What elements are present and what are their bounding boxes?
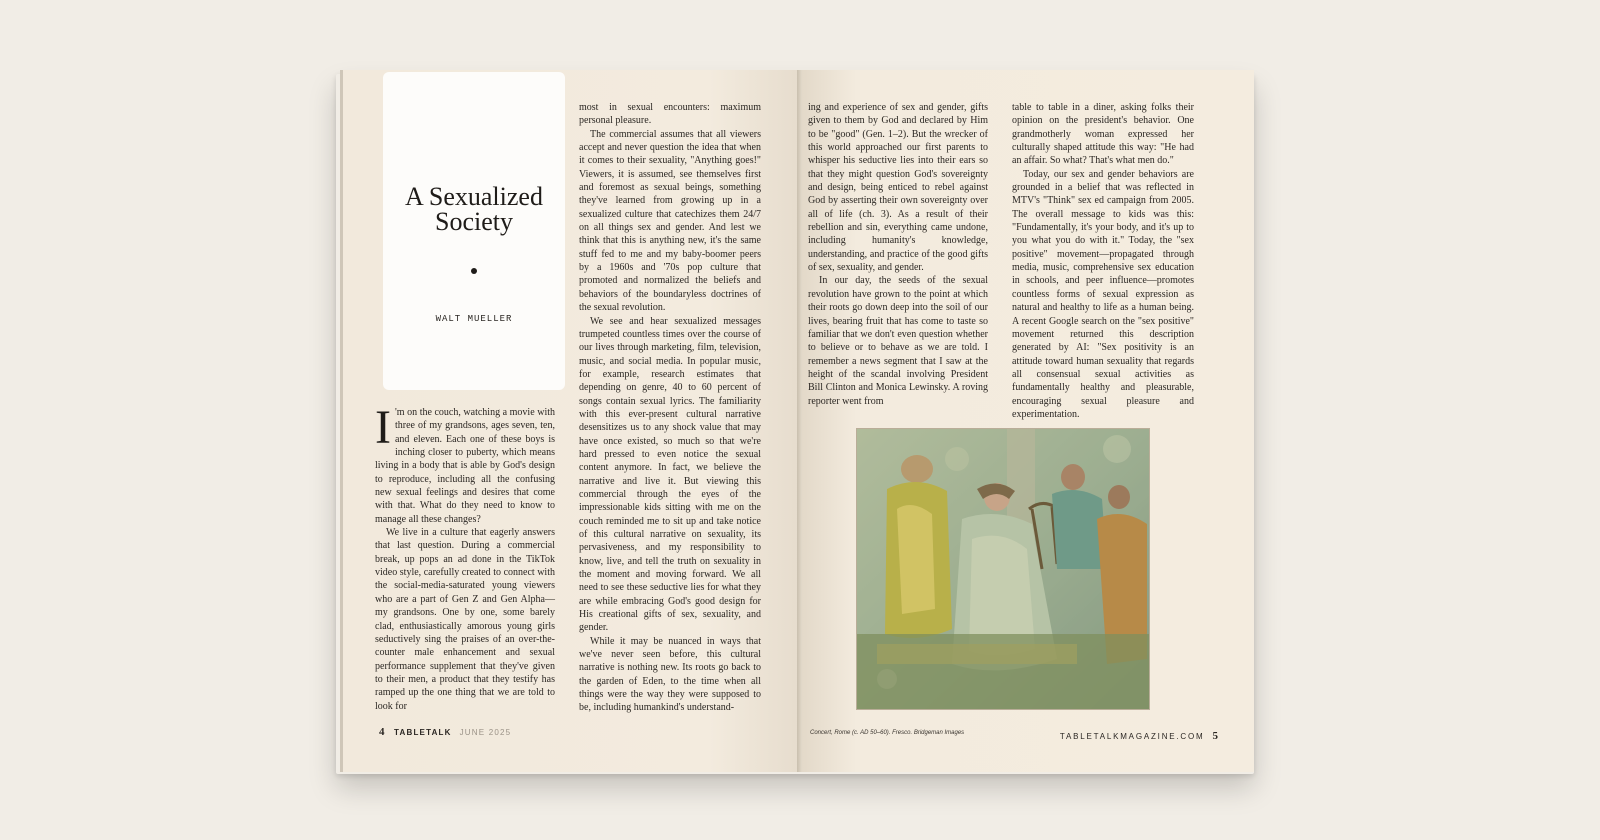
right-page-footer	[1060, 726, 1218, 744]
body-paragraph: The commercial assumes that all viewers accept and never question the idea that when it comes to their sexuality, "Anything goes!" Viewers, it is assumed, see themselves first and foremost as sexual beings, something they've learned from growing up in a sexualized culture that catechizes them 24/7 on all things sex and gender. And lest we think that this is anything new, it's the same stuff fed to me and my baby-boomer peers by a 1960s and '70s pop culture that promoted and normalized the beliefs and behaviors of the boundaryless doctrines of the sexual revolution.	[579, 128, 761, 314]
body-paragraph	[375, 401, 555, 526]
fresco-artwork	[857, 429, 1149, 709]
author-byline: WALT MUELLER	[435, 314, 513, 324]
left-page	[340, 70, 801, 772]
issue-date: JUNE 2025	[459, 728, 512, 737]
page-number: 4	[379, 726, 386, 738]
body-paragraph: We see and hear sexualized messages trumpeted countless times over the course of our lives through marketing, film, television, music, and social media. In popular music, for example, research estimates that depending on genre, 40 to 60 percent of songs contain sexual lyrics. The familiarity with this ever-present cultural narrative desensitizes us to any shock value that may have once existed, so much so that we're hard pressed to even notice the sexual content anymore. In fact, we believe the narrative and live it. But viewing this commercial through the eyes of the impressionable kids sitting with me on the couch reminded me to sit up and take notice of this cultural narrative on sexuality, its pervasiveness, and my responsibility to know, live, and tell the truth on sexuality in the moment and moving forward. We all need to see these seductive lies for what they are while embracing God's good design for His creational gifts of sex, sexuality, and gender.	[579, 315, 761, 634]
title-divider-dot	[471, 268, 477, 274]
drop-cap: I	[375, 401, 391, 454]
body-paragraph: ing and experience of sex and gender, gifts given to them by God and declared by Him to be "good" (Gen. 1–2). But the wrecker of this world approached our first parents to whisper his seductive lies into their ears so that they might question God's sovereignty and design, being enticed to rebel against God by asserting their own sovereignty over all of life (ch. 3). As a result of their rebellion and sin, everything came undone, including humanity's knowledge, understanding, and practice of the good gifts of sex, sexuality, and gender.	[808, 102, 988, 274]
left-page-column-1	[375, 401, 555, 713]
page-number: 5	[1212, 730, 1218, 742]
magazine-name: TABLETALK	[394, 728, 452, 737]
body-paragraph: We live in a culture that eagerly answers that last question. During a commercial break, up pops an ad done in the TikTok video style, carefully created to connect with the social-media-saturated young viewers who are a part of Gen Z and Gen Alpha—my grandsons. One by one, some barely clad, enthusiastically amorous young girls seductively sing the praises of an over-the-counter male enhancement and sexual performance supplement that they've given to their men, a product that they testify has ramped up the one thing that we are told to look for	[375, 527, 555, 712]
right-page-column-2	[1012, 101, 1194, 421]
body-paragraph: table to table in a diner, asking folks their opinion on the president's behavior. One grandmotherly woman expressed her culturally shaped attitude this way: "He had an affair. So what? That's what men do."	[1012, 102, 1194, 167]
magazine-website: TABLETALKMAGAZINE.COM	[1059, 732, 1205, 741]
body-paragraph: Today, our sex and gender behaviors are grounded in a belief that was reflected in MTV's "Think" sex ed campaign from 2005. The overall message to kids was this: "Fundamentally, it's your body, and it's up to you what you do with it." Today, the "sex positive" movement—propagated through media, music, comprehensive sex education in schools, and peer influence—promotes countless forms of sexual expression as natural and healthy to life as a human being. A recent Google search on the "sex positive" movement returned this description generated by AI: "Sex positivity is an attitude toward human sexuality that regards all consensual sexual activities as fundamentally healthy and pleasurable, encouraging sexual pleasure and experimentation.	[1012, 168, 1194, 420]
left-page-column-2	[579, 101, 761, 715]
right-page-column-1	[808, 101, 988, 408]
body-paragraph: In our day, the seeds of the sexual revolution have grown to the point at which their roots go down deep into the soil of our lives, bearing fruit that has come to taste so familiar that we don't even question whether to believe or to behave as we are told. I remember a news segment that I saw at the height of the scandal involving President Bill Clinton and Monica Lewinsky. A roving reporter went from	[808, 275, 988, 407]
right-page	[802, 70, 1254, 772]
article-title-line-2: Society	[434, 207, 513, 236]
article-title	[405, 184, 543, 234]
body-paragraph: most in sexual encounters: maximum personal pleasure.	[579, 102, 761, 127]
image-caption: Concert, Rome (c. AD 50–60). Fresco. Bridgeman Images	[810, 730, 965, 736]
title-card	[383, 72, 565, 390]
paragraph-text: 'm on the couch, watching a movie with three of my grandsons, ages seven, ten, and eleven. Each one of these boys is inching closer to puberty, which means living in a body that is able by God's design to reproduce, including all the confusing new sexual feelings and desires that come with that. What do they need to know to manage all these changes?	[375, 407, 555, 525]
body-paragraph: While it may be nuanced in ways that we've never seen before, this cultural narrative is nothing new. Its roots go back to the garden of Eden, to the time when all things were the way they were supposed to be, including humankind's understand-	[579, 635, 761, 714]
article-title-line-1: A Sexualized	[405, 182, 543, 211]
fresco-image	[856, 428, 1150, 710]
left-page-footer	[379, 726, 511, 738]
